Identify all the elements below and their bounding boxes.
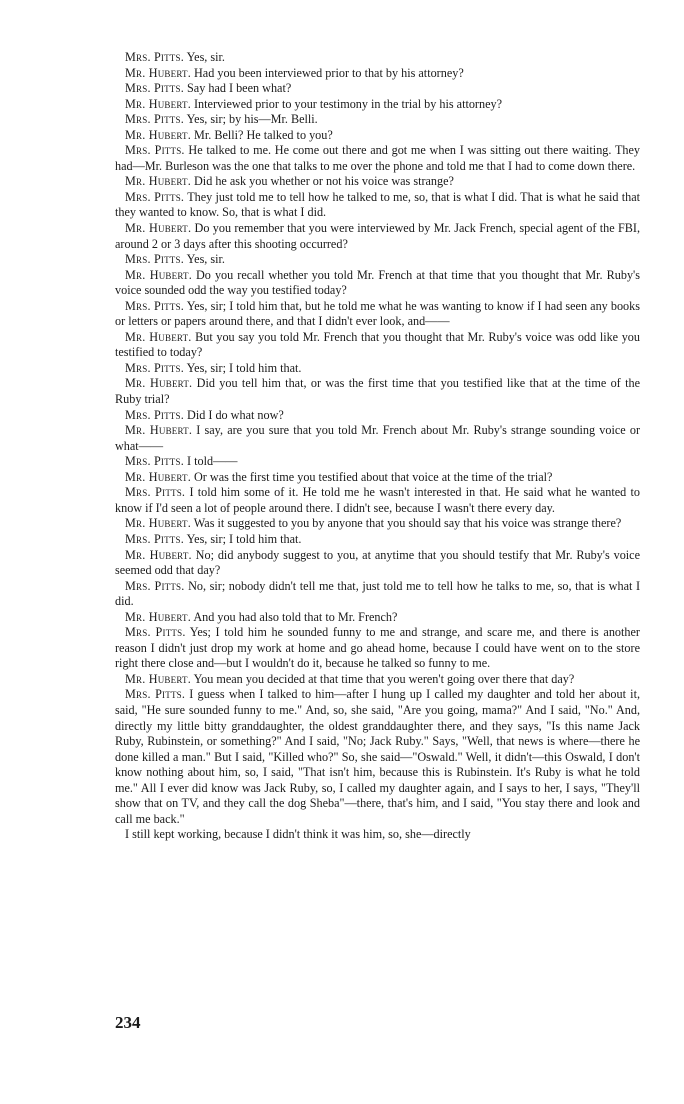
- transcript-paragraph: [115, 408, 640, 424]
- transcript-paragraph: [115, 625, 640, 672]
- paragraph-text: Yes; I told him he sounded funny to me and strange, and scare me, and there is another reason I didn't just drop my work at home and go ahead home, because I could have went on to the store right there close and—but I wouldn't do it, because he talked so funny to me.: [115, 625, 640, 671]
- paragraph-text: Or was the first time you testified about that voice at the time of the trial?: [194, 469, 553, 484]
- speaker-label: Mrs. Pitts.: [125, 360, 184, 375]
- transcript-paragraph: [115, 50, 640, 66]
- transcript-paragraph: [115, 470, 640, 486]
- speaker-label: Mr. Hubert.: [125, 516, 191, 531]
- speaker-label: Mrs. Pitts.: [125, 625, 186, 640]
- paragraph-text: Do you recall whether you told Mr. French at that time that you thought that Mr. Ruby's voice sounded odd the way you testified today?: [115, 267, 640, 298]
- paragraph-text: I still kept working, because I didn't think it was him, so, she—directly: [125, 827, 471, 842]
- paragraph-text: Did he ask you whether or not his voice was strange?: [194, 174, 454, 189]
- transcript-paragraph: [115, 97, 640, 113]
- paragraph-text: Say had I been what?: [187, 81, 292, 96]
- transcript-paragraph: [115, 81, 640, 97]
- transcript-paragraph: [115, 454, 640, 470]
- paragraph-text: I told——: [187, 454, 238, 469]
- paragraph-text: Yes, sir; I told him that, but he told me what he was wanting to know if I had seen any books or letters or papers around there, and that I didn't ever look, and——: [115, 298, 640, 329]
- speaker-label: Mrs. Pitts.: [125, 485, 186, 500]
- transcript-paragraph: [115, 610, 640, 626]
- speaker-label: Mr. Hubert.: [125, 127, 191, 142]
- paragraph-text: I told him some of it. He told me he wasn't interested in that. He said what he wanted to know if I'd seen a lot of people around there. I didn't see, because I wasn't there every day.: [115, 485, 640, 515]
- transcript-paragraph: [115, 128, 640, 144]
- transcript-paragraph: [115, 827, 640, 843]
- paragraph-text: Did you tell him that, or was the first time that you testified like that at the time of the Ruby trial?: [115, 376, 640, 407]
- page-number: 234: [115, 1013, 141, 1032]
- paragraph-text: Yes, sir; I told him that.: [186, 360, 302, 375]
- speaker-label: Mrs. Pitts.: [125, 252, 184, 267]
- speaker-label: Mrs. Pitts.: [125, 454, 184, 469]
- paragraph-text: Yes, sir.: [186, 50, 225, 64]
- speaker-label: Mr. Hubert.: [125, 96, 191, 111]
- transcript-paragraph: [115, 299, 640, 330]
- speaker-label: Mr. Hubert.: [125, 221, 192, 236]
- paragraph-text: Yes, sir.: [186, 252, 225, 267]
- paragraph-text: And you had also told that to Mr. French?: [193, 609, 398, 624]
- speaker-label: Mr. Hubert.: [125, 547, 192, 562]
- speaker-label: Mrs. Pitts.: [125, 687, 186, 702]
- paragraph-text: No; did anybody suggest to you, at anytime that you should testify that Mr. Ruby's voice seemed odd that day?: [115, 547, 640, 578]
- speaker-label: Mrs. Pitts.: [125, 531, 184, 546]
- transcript-paragraph: [115, 221, 640, 252]
- paragraph-text: I say, are you sure that you told Mr. French about Mr. Ruby's strange sounding voice or what——: [115, 423, 641, 453]
- speaker-label: Mrs. Pitts.: [125, 578, 185, 593]
- transcript-paragraph: [115, 190, 640, 221]
- speaker-label: Mr. Hubert.: [125, 609, 191, 624]
- transcript-body: [115, 50, 640, 843]
- paragraph-text: They just told me to tell how he talked to me, so, that is what I did. That is what he said that they wanted to know. So, that is what I did.: [115, 189, 641, 220]
- speaker-label: Mr. Hubert.: [125, 329, 192, 344]
- transcript-paragraph: [115, 532, 640, 548]
- paragraph-text: No, sir; nobody didn't tell me that, just told me to tell how he talks to me, so, that is what I did.: [115, 578, 641, 609]
- transcript-paragraph: [115, 268, 640, 299]
- speaker-label: Mr. Hubert.: [125, 423, 193, 438]
- paragraph-text: He talked to me. He come out there and got me when I was sitting out there waiting. They had—Mr. Burleson was the one that talks to me over the phone and told me that I had to come down there.: [115, 143, 640, 173]
- speaker-label: Mr. Hubert.: [125, 65, 191, 80]
- paragraph-text: Was it suggested to you by anyone that you should say that his voice was strange there?: [193, 516, 622, 531]
- paragraph-text: Mr. Belli? He talked to you?: [194, 127, 333, 142]
- transcript-paragraph: [115, 376, 640, 407]
- transcript-paragraph: [115, 485, 640, 516]
- paragraph-text: Do you remember that you were interviewed by Mr. Jack French, special agent of the FBI, around 2 or 3 days after this shooting occurred?: [115, 221, 640, 251]
- speaker-label: Mr. Hubert.: [125, 376, 193, 391]
- paragraph-text: You mean you decided at that time that you weren't going over there that day?: [193, 671, 575, 686]
- paragraph-text: Yes, sir; by his—Mr. Belli.: [186, 112, 318, 127]
- paragraph-text: I guess when I talked to him—after I hung up I called my daughter and told her about it, said, "He sure sounded funny to me." And, so, she said, "Are you going, mama?" And I said, "No." And, directly my little bitty granddaughter, the oldest granddaughter there, and they says, "Is this name Jack Ruby, Rubinstein, or something?" And I said, "No; Jack Ruby." Says, "Well, that news is where—there he done killed a man." But I said, "Killed who?" So, she said—"Oswald." Well, it didn't—this Oswald, I don't know nothing about him, so, I said, "That isn't him, because this is Rubinstein. It's Ruby is what he told me." All I ever did know was Jack Ruby, so, I called my daughter again, and I says to her, I says, "They'll show that on TV, and they call the dog Sheba"—there, that's him, and I said, "You stay there and look and call me back.": [115, 687, 640, 826]
- transcript-paragraph: [115, 174, 640, 190]
- transcript-paragraph: [115, 516, 640, 532]
- paragraph-text: Did I do what now?: [187, 407, 284, 422]
- speaker-label: Mrs. Pitts.: [125, 407, 184, 422]
- speaker-label: Mrs. Pitts.: [125, 189, 185, 204]
- transcript-paragraph: [115, 66, 640, 82]
- speaker-label: Mrs. Pitts.: [125, 112, 184, 127]
- speaker-label: Mrs. Pitts.: [125, 50, 184, 64]
- transcript-paragraph: [115, 143, 640, 174]
- speaker-label: Mrs. Pitts.: [125, 298, 185, 313]
- transcript-paragraph: [115, 687, 640, 827]
- transcript-paragraph: [115, 252, 640, 268]
- paragraph-text: Interviewed prior to your testimony in the trial by his attorney?: [194, 96, 502, 111]
- speaker-label: Mrs. Pitts.: [125, 143, 185, 158]
- speaker-label: Mr. Hubert.: [125, 174, 191, 189]
- transcript-paragraph: [115, 330, 640, 361]
- speaker-label: Mr. Hubert.: [125, 671, 191, 686]
- paragraph-text: But you say you told Mr. French that you thought that Mr. Ruby's voice was odd like you testified to today?: [115, 329, 640, 360]
- transcript-paragraph: [115, 548, 640, 579]
- transcript-paragraph: [115, 361, 640, 377]
- speaker-label: Mrs. Pitts.: [125, 81, 184, 96]
- paragraph-text: Had you been interviewed prior to that by his attorney?: [194, 65, 464, 80]
- transcript-paragraph: [115, 112, 640, 128]
- transcript-paragraph: [115, 423, 640, 454]
- paragraph-text: Yes, sir; I told him that.: [186, 531, 302, 546]
- speaker-label: Mr. Hubert.: [125, 267, 192, 282]
- transcript-paragraph: [115, 579, 640, 610]
- speaker-label: Mr. Hubert.: [125, 469, 191, 484]
- transcript-paragraph: [115, 672, 640, 688]
